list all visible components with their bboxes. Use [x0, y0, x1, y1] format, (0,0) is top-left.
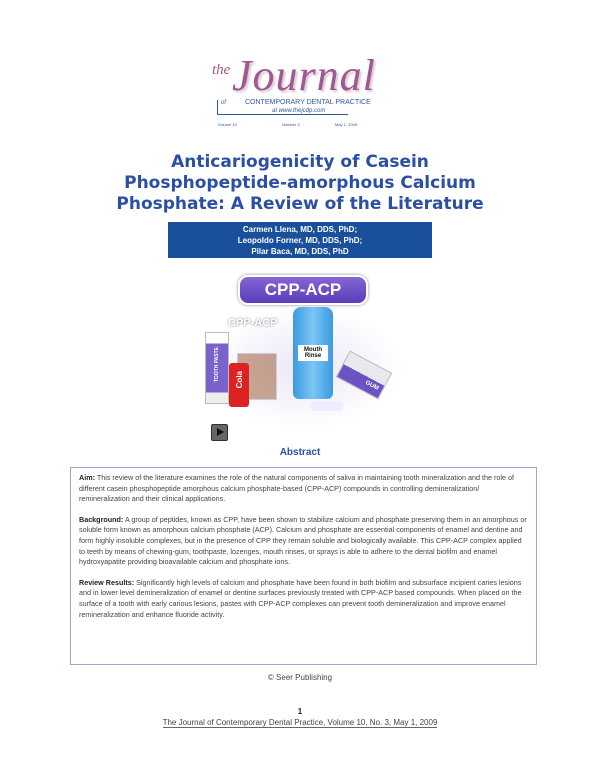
lozenges	[310, 401, 344, 411]
logo-date: May 1, 2009	[335, 122, 358, 127]
play-button[interactable]	[211, 424, 228, 441]
logo-volume: Volume 10	[218, 122, 237, 127]
abstract-background	[79, 515, 528, 568]
title-line: Phosphate: A Review of the Literature	[116, 194, 484, 214]
abstract-results	[79, 578, 528, 620]
copyright: © Seer Publishing	[267, 673, 333, 682]
title-line: Anticariogenicity of Casein	[171, 152, 429, 172]
results-text: Significantly high levels of calcium and phosphate have been found in both biofilm and subsurface incipient caries lesions and in lower level demineralization of enamel or dentine surfaces previously treated with CPP-ACP based compounds. When placed on the surface of a tooth with early carious lesions, pastes with CPP-ACP complexes can prevent tooth demineralization and improve enamel remineralization and enhance fluoride activity.	[79, 577, 522, 619]
aim-text: This review of the literature examines the role of the natural components of saliva in maintaining tooth mineralization and the role of different casein phosphopeptide amorphous calcium phosphate-based (CPP-ACP) compounds in controlling demineralization/ remineralization and their clinical applications.	[79, 473, 514, 504]
page-number: 1	[297, 707, 303, 716]
title-line: Phosphopeptide-amorphous Calcium	[124, 173, 476, 193]
footer-citation	[0, 718, 600, 727]
logo-url: at www.thejcdp.com	[272, 108, 326, 114]
logo-the: the	[212, 62, 231, 78]
results-label: Review Results:	[79, 577, 135, 587]
cpp-acp-illustration	[205, 305, 405, 430]
logo-journal: Journal	[232, 51, 376, 100]
mouth-rinse-bottle	[293, 307, 333, 399]
cola-label: Cola	[234, 371, 244, 389]
logo-journal-name: CONTEMPORARY DENTAL PRACTICE	[245, 99, 371, 106]
author: Carmen Llena, MD, DDS, PhD;	[242, 225, 358, 234]
background-text: A group of peptides, known as CPP, have been shown to stabilize calcium and phosphate preserving them in an amorphous or soluble form known as amorphous calcium phosphate (ACP). Calcium and phosphate are essential components of enamel and dentine and form highly insoluble complexes, but in the presence of CPP they remain soluble and biologically available. This CPP-ACP complex applied to teeth by means of chewing-gum, toothpaste, lozenges, mouth rinses, or sprays is able to adhere to the dental biofilm and enamel hydroxyapatite providing bioavailable calcium and phosphate ions.	[79, 514, 527, 567]
logo-of: of	[221, 100, 227, 106]
logo-number: Number 3	[282, 122, 300, 127]
abstract-aim	[79, 473, 528, 505]
abstract-heading: Abstract	[279, 447, 321, 458]
cola-can	[229, 363, 249, 407]
footer-citation-link[interactable]: The Journal of Contemporary Dental Practice, Volume 10, No. 3, May 1, 2009	[162, 718, 438, 727]
authors-band	[168, 222, 432, 258]
toothpaste-tube	[205, 332, 229, 404]
aim-label: Aim:	[79, 473, 95, 482]
abstract-box	[70, 467, 537, 665]
background-label: Background:	[79, 514, 124, 524]
gum-pack: GUM	[336, 350, 392, 399]
illustration-overlay-label: CPP-ACP	[228, 317, 278, 329]
cpp-acp-banner: CPP-ACP	[238, 275, 368, 305]
play-icon	[217, 428, 224, 436]
author: Leopoldo Forner, MD, DDS, PhD;	[237, 236, 363, 245]
mouth-rinse-label: Mouth Rinse	[298, 345, 328, 361]
author: Pilar Baca, MD, DDS, PhD	[251, 247, 349, 256]
toothpaste-label: TOOTH PASTE	[214, 347, 220, 383]
article-title	[100, 152, 500, 215]
